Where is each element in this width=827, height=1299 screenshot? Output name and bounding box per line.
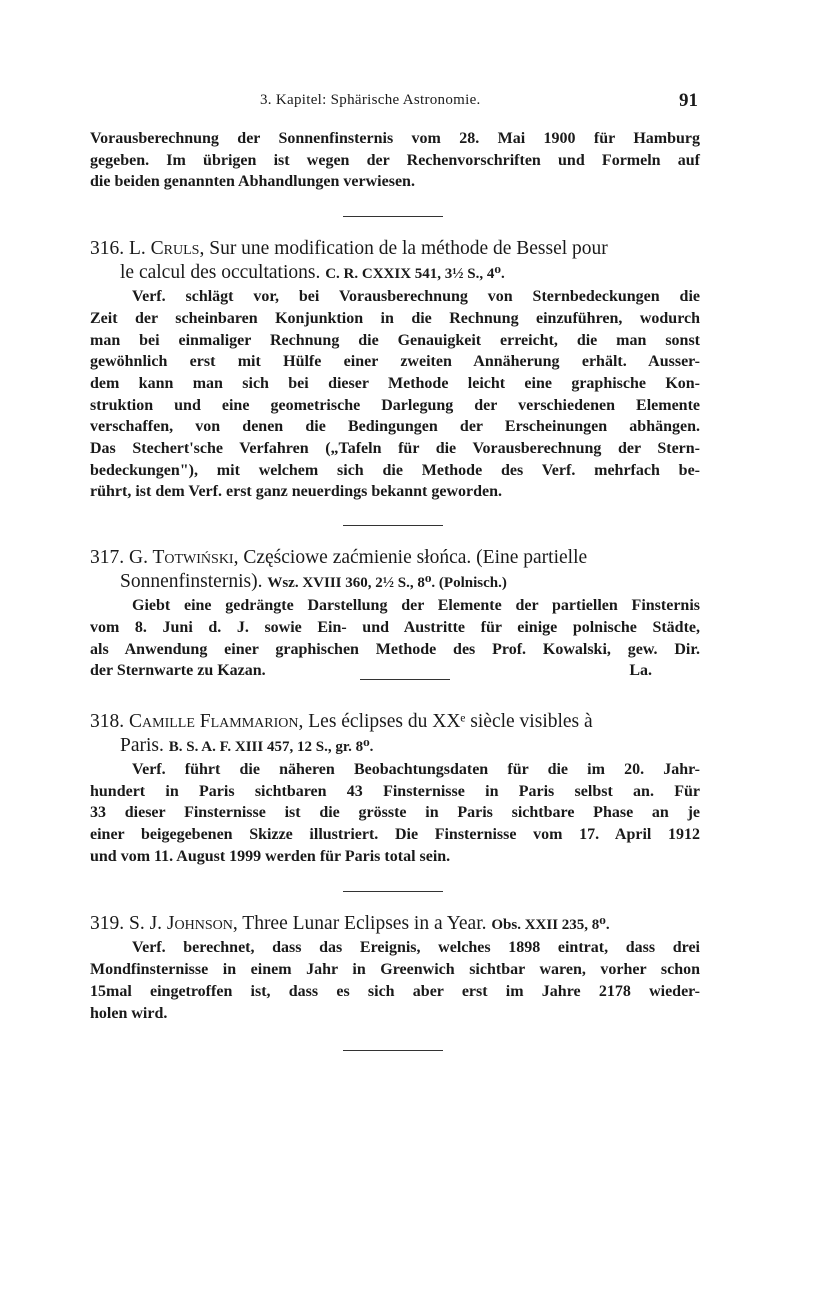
text-line: Das Stechert'sche Verfahren („Tafeln für die Vorausberechnung der Stern-: [90, 440, 700, 458]
entry-body: [90, 937, 700, 1024]
separator-rule: [343, 1050, 443, 1051]
text-line: Giebt eine gedrängte Darstellung der Elemente der partiellen Finsternis: [132, 597, 700, 615]
text-line: Mondfinsternisse in einem Jahr in Greenwich sichtbar waren, vorher schon: [90, 961, 700, 979]
text-line: struktion und eine geometrische Darlegung der verschiedenen Elemente: [90, 396, 700, 414]
entry-title: Les éclipses du XXᵉ siècle visibles à: [308, 710, 593, 732]
entry-317: [90, 546, 700, 682]
text-line: vom 8. Juni d. J. sowie Ein- und Austritte für einige polnische Städte,: [90, 618, 700, 636]
entry-number: 317.: [90, 547, 125, 569]
page-number: 91: [679, 90, 698, 111]
chapter-title: 3. Kapitel: Sphärische Astronomie.: [260, 92, 481, 108]
text-line: Verf. schlägt vor, bei Vorausberechnung von Sternbedeckungen die: [132, 288, 700, 306]
entry-body: [90, 759, 700, 868]
entry-319: [90, 912, 700, 1024]
entry-heading: [90, 912, 700, 937]
separator-rule: [360, 679, 450, 680]
text-line: gegeben. Im übrigen ist wegen der Rechenvorschriften und Formeln auf: [90, 151, 700, 169]
entry-heading: [90, 710, 700, 759]
entry-citation: Wsz. XVIII 360, 2½ S., 8⁰. (Polnisch.): [267, 575, 507, 592]
entry-author: L. Cruls,: [129, 238, 205, 260]
entry-title: Częściowe zaćmienie słońca. (Eine partielle: [243, 547, 588, 569]
entry-316: [90, 237, 700, 503]
entry-author: S. J. Johnson,: [129, 913, 238, 935]
entry-heading: [90, 237, 700, 286]
text-line: rührt, ist dem Verf. erst ganz neuerdings bekannt geworden.: [90, 483, 502, 501]
entry-318: [90, 710, 700, 868]
text-line: Verf. führt die näheren Beobachtungsdaten für die im 20. Jahr-: [132, 760, 700, 778]
text-line-with-signature: [90, 660, 700, 682]
text-line: Vorausberechnung der Sonnenfinsternis vom 28. Mai 1900 für Hamburg: [90, 130, 700, 147]
entry-title-cont: Paris.: [120, 734, 164, 756]
text-line: als Anwendung einer graphischen Methode des Prof. Kowalski, gew. Dir.: [90, 640, 700, 658]
separator-rule: [343, 891, 443, 892]
separator-rule: [343, 216, 443, 217]
text-line: und vom 11. August 1999 werden für Paris total sein.: [90, 847, 451, 865]
page: [90, 90, 700, 1051]
entry-title: Sur une modification de la méthode de Bessel pour: [209, 238, 608, 260]
entry-body: [90, 595, 700, 682]
entry-title-cont: le calcul des occultations.: [120, 262, 321, 284]
text-line: Verf. berechnet, dass das Ereignis, welches 1898 eintrat, dass drei: [132, 939, 700, 957]
text-line: bedeckungen"), mit welchem sich die Methode des Verf. mehrfach be-: [90, 461, 700, 479]
reviewer-signature: La.: [629, 662, 652, 680]
entry-number: 316.: [90, 238, 125, 260]
text-line: 33 dieser Finsternisse ist die grösste in Paris sichtbare Phase an je: [90, 804, 700, 822]
text-line: dem kann man sich bei dieser Methode leicht eine graphische Kon-: [90, 374, 700, 392]
separator-rule: [343, 525, 443, 526]
entry-heading: [90, 546, 700, 595]
entry-body: [90, 286, 700, 503]
text-line: der Sternwarte zu Kazan.: [90, 662, 266, 680]
entry-number: 318.: [90, 710, 125, 732]
entry-title: Three Lunar Eclipses in a Year.: [242, 913, 487, 935]
entry-number: 319.: [90, 913, 125, 935]
text-line: einer beigegebenen Skizze illustriert. Die Finsternisse vom 17. April 1912: [90, 826, 700, 844]
text-line: gewöhnlich erst mit Hülfe einer zweiten Annäherung erhält. Ausser-: [90, 353, 700, 371]
text-line: verschaffen, von denen die Bedingungen der Erscheinungen abhängen.: [90, 418, 700, 436]
entry-citation: C. R. CXXIX 541, 3½ S., 4⁰.: [325, 266, 505, 283]
text-line: 15mal eingetroffen ist, dass es sich aber erst im Jahre 2178 wieder-: [90, 982, 700, 1000]
intro-paragraph: [90, 128, 700, 193]
text-line: die beiden genannten Abhandlungen verwiesen.: [90, 173, 415, 191]
entry-author: G. Totwiński,: [129, 547, 239, 569]
text-line: holen wird.: [90, 1004, 168, 1022]
entry-citation: B. S. A. F. XIII 457, 12 S., gr. 8⁰.: [168, 738, 374, 755]
entry-citation: Obs. XXII 235, 8⁰.: [491, 917, 610, 934]
text-line: hundert in Paris sichtbaren 43 Finsternisse in Paris selbst an. Für: [90, 782, 700, 800]
text-line: man bei einmaliger Rechnung die Genauigkeit erreicht, die man sonst: [90, 331, 700, 349]
entry-author: Camille Flammarion,: [129, 710, 304, 732]
text-line: Zeit der scheinbaren Konjunktion in die Rechnung einzuführen, wodurch: [90, 309, 700, 327]
entry-title-cont: Sonnenfinsternis).: [120, 571, 263, 593]
running-head: [90, 90, 700, 116]
